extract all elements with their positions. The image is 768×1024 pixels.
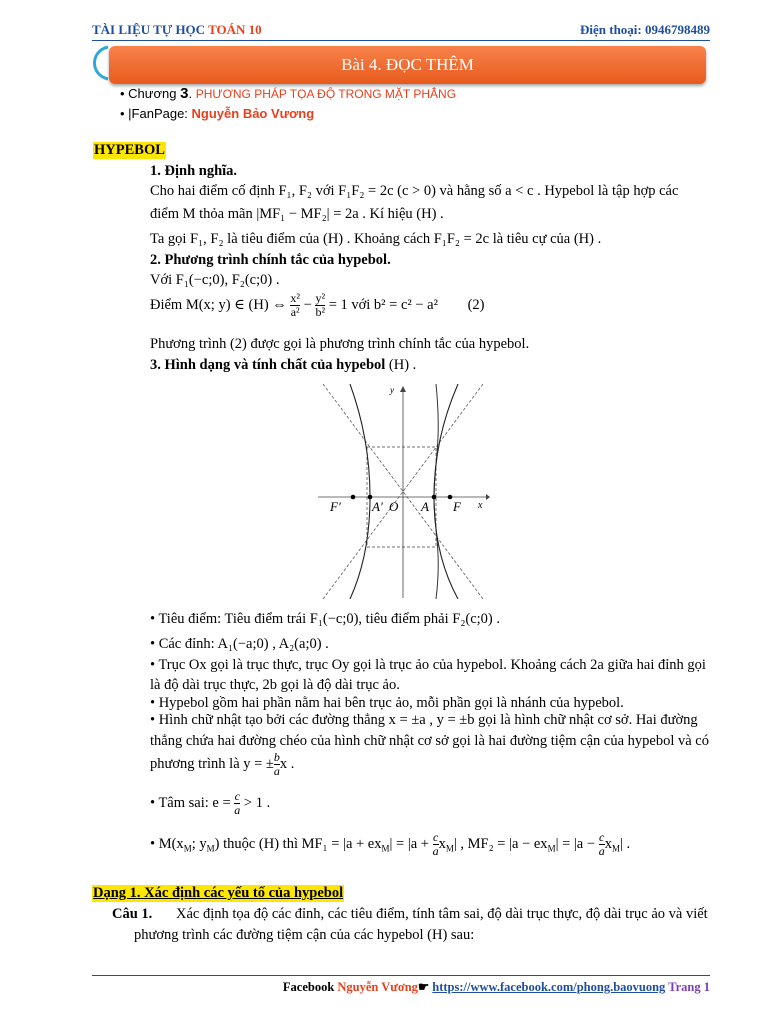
equation-line-1: Với F₁(−c;0), F₂(c;0) . (150, 272, 280, 288)
left-branch (350, 384, 370, 599)
footer-divider (92, 975, 710, 976)
vertex-right-point (432, 495, 437, 500)
definition-line-3: Ta gọi F₁, F₂ là tiêu điểm của (H) . Khoảng cách F₁F₂ = 2c là tiêu cự của (H) . (150, 231, 602, 247)
lesson-banner: Bài 4. ĐỌC THÊM (109, 46, 706, 84)
page-number: Trang 1 (665, 980, 710, 994)
footer-facebook-link[interactable]: https://www.facebook.com/phong.baovuong (432, 980, 666, 994)
fanpage-link[interactable]: Nguyễn Bảo Vương (191, 106, 315, 121)
header-title (92, 22, 262, 38)
question-label: Câu 1. (112, 906, 153, 922)
f-point-label: F (453, 499, 461, 514)
question-text-2: phương trình các đường tiệm cận của các hypebol (H) sau: (134, 927, 475, 943)
y-axis-label: y (390, 385, 394, 395)
f-prime-label: F′ (330, 499, 341, 514)
property-rectangle-1: • Hình chữ nhật tạo bởi các đường thẳng x = ±a , y = ±b gọi là hình chữ nhật cơ sở. Hai đường (150, 712, 698, 728)
property-rectangle-2: thẳng chứa hai đường chéo của hình chữ nhật cơ sở gọi là hai đường tiệm cận của hypebol và có (150, 733, 709, 749)
definition-line-2: điểm M thỏa mãn |MF₁ − MF₂| = 2a . Kí hiệu (H) . (150, 206, 444, 222)
property-focal-radius: • $M(x_M$; $y_M$) thuộc (H) thì $MF_1 = |a + ex_M| = |a$ + $\frac{c}{a}$ $x_M|$ , $MF_2 = |a - ex_M| = |a$ − $\frac{c}{a}$ $x_M|$ . (150, 830, 631, 858)
hyperbola-graph (318, 384, 490, 599)
property-axes-2: là độ dài trục thực, 2b gọi là độ dài trục ảo. (150, 677, 400, 693)
section-title: HYPEBOL (94, 142, 165, 158)
focus-right-point (448, 495, 453, 500)
header-phone: Điện thoại: 0946798489 (580, 22, 710, 37)
property-branches: • Hypebol gồm hai phần nằm hai bên trục ảo, mỗi phần gọi là nhánh của hypebol. (150, 695, 624, 711)
x-axis-label: x (478, 500, 483, 511)
a-prime-label: A′ (372, 499, 383, 514)
swirl-decoration-icon (88, 45, 110, 81)
equation-line-2: Điểm M(x; y) ∈ (H) ⇔ $\frac{\text{x²}}{\text{a²}}$ − $\frac{\text{y²}}{\text{b²}}$ = 1 với b² = c² − a² (2) (150, 291, 485, 319)
right-branch (434, 384, 458, 599)
hand-pointer-icon: ☛ (417, 980, 433, 994)
exercise-type-heading: Dạng 1. Xác định các yếu tố của hypebol (93, 885, 344, 901)
shape-heading: 3. Hình dạng và tính chất của hypebol (H) . (150, 357, 417, 373)
header-title-accent: TOÁN 10 (208, 22, 262, 37)
definition-line-1: Cho hai điểm cố định F₁, F₂ với F₁F₂ = 2c (c > 0) và hằng số a < c . Hypebol là tập hợp các (150, 183, 679, 199)
header-title-prefix: TÀI LIỆU TỰ HỌC (92, 22, 209, 37)
focus-left-point (351, 495, 356, 500)
origin-label: O (389, 499, 399, 514)
header-divider (92, 40, 710, 41)
a-point-label: A (421, 499, 429, 514)
property-asymptote: phương trình là y = ± $\frac{b}{a}$ x . (150, 750, 295, 778)
y-axis-arrow-icon (400, 386, 406, 392)
footer-author: Nguyễn Vương (337, 980, 418, 994)
x-axis-arrow-icon (486, 494, 490, 500)
property-vertices: • Các đỉnh: A₁(−a;0) , A₂(a;0) . (150, 636, 329, 652)
footer-label: Facebook (282, 980, 338, 994)
definition-heading: 1. Định nghĩa. (150, 163, 238, 179)
property-foci: • Tiêu điểm: Tiêu điểm trái F₁(−c;0), tiêu điểm phải F₂(c;0) . (150, 611, 500, 627)
equation-line-3: Phương trình (2) được gọi là phương trình chính tắc của hypebol. (150, 336, 530, 352)
equation-heading: 2. Phương trình chính tắc của hypebol. (150, 252, 391, 268)
chapter-bullet: • Chương 3. PHƯƠNG PHÁP TỌA ĐỘ TRONG MẶT PHẲNG (120, 85, 457, 102)
property-axes-1: • Trục Ox gọi là trục thực, trục Oy gọi là trục ảo của hypebol. Khoảng cách 2a giữa hai đỉnh gọi (150, 657, 706, 673)
property-eccentricity: • Tâm sai: e = $\frac{c}{a}$ > 1 . (150, 789, 271, 817)
question-text-1: Xác định tọa độ các đỉnh, các tiêu điểm, tính tâm sai, độ dài trục thực, độ dài trục ảo và viết (176, 906, 708, 922)
fanpage-bullet: • |FanPage: Nguyễn Bảo Vương (120, 106, 315, 121)
chapter-title: PHƯƠNG PHÁP TỌA ĐỘ TRONG MẶT PHẲNG (195, 87, 457, 101)
footer (283, 979, 710, 995)
